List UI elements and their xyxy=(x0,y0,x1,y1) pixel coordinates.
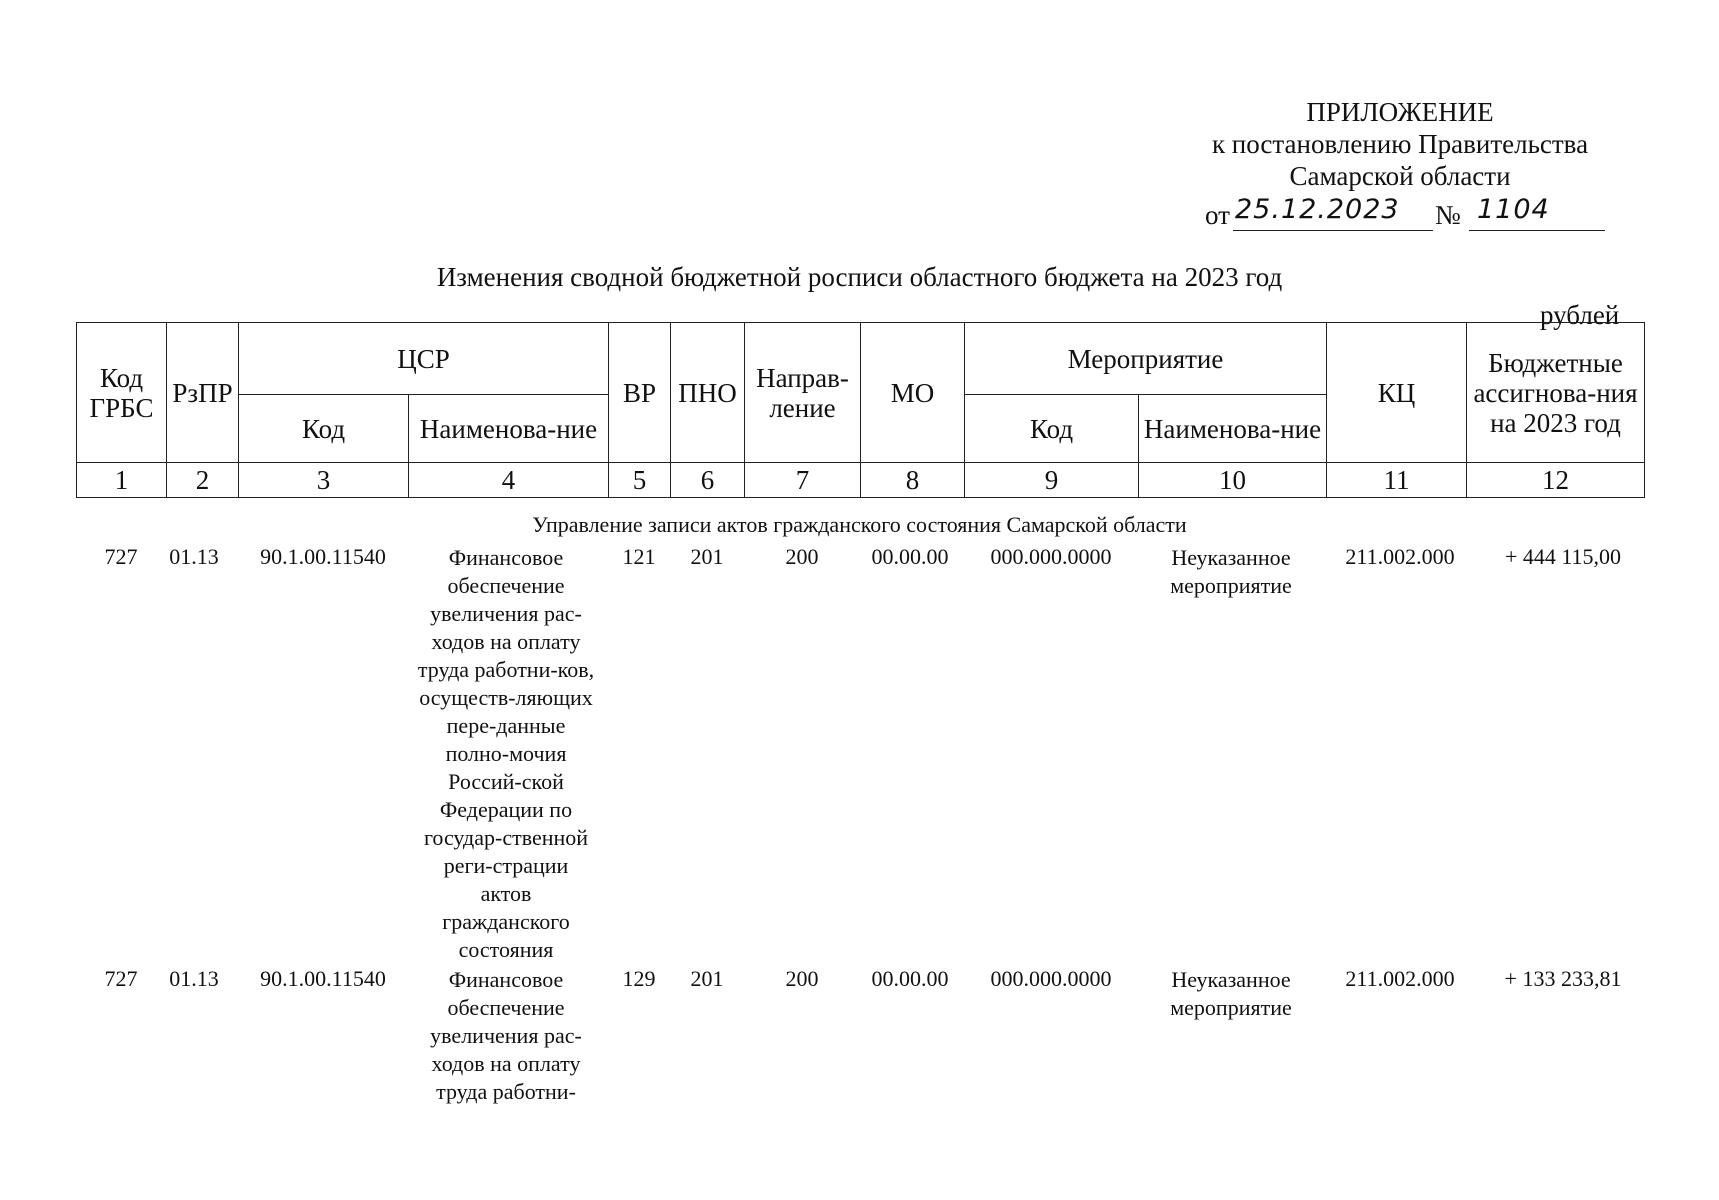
cell-csr-code: 90.1.00.11540 xyxy=(260,966,386,991)
cell-csr-code: 90.1.00.11540 xyxy=(260,544,386,569)
cell-rzpr: 01.13 xyxy=(169,966,219,991)
date-underline xyxy=(1233,230,1433,231)
col-number: 7 xyxy=(745,463,861,498)
col-number: 3 xyxy=(239,463,409,498)
date-prefix: от xyxy=(1205,200,1230,230)
cell-amount: + 444 115,00 xyxy=(1504,544,1622,569)
cell-kc: 211.002.000 xyxy=(1345,966,1455,991)
approval-block xyxy=(1180,96,1620,192)
cell-mer-name: Неуказанное мероприятие xyxy=(1170,967,1292,1020)
number-value: 1104 xyxy=(1477,194,1550,225)
table-header xyxy=(76,322,1645,498)
cell-csr-name: Финансовое обеспечение увеличения рас-ходов на оплату труда работни-ков, осуществ-ляющих пере-данные полно-мочия Россий-ской Федерации по государ-ственной реги-страции актов гражданского состояния xyxy=(417,545,595,962)
col-number: 6 xyxy=(671,463,745,498)
header-napravlenie: Направ-ление xyxy=(745,323,861,463)
approval-line-resolution: к постановлению Правительства xyxy=(1211,129,1589,159)
header-kod-grbs: Код ГРБС xyxy=(77,323,167,463)
col-number: 9 xyxy=(965,463,1139,498)
header-mo: МО xyxy=(861,323,965,463)
col-number: 8 xyxy=(861,463,965,498)
number-underline xyxy=(1469,230,1605,231)
cell-grbs: 727 xyxy=(104,544,138,569)
header-kc: КЦ xyxy=(1327,323,1467,463)
section-title: Управление записи актов гражданского состояния Самарской области xyxy=(532,512,1187,537)
cell-napr: 200 xyxy=(785,966,819,991)
cell-rzpr: 01.13 xyxy=(169,544,219,569)
col-number: 1 xyxy=(77,463,167,498)
cell-grbs: 727 xyxy=(104,966,138,991)
header-budget: Бюджетные ассигнова-ния на 2023 год xyxy=(1467,323,1645,463)
approval-date-line xyxy=(1205,194,1625,234)
col-number: 4 xyxy=(409,463,609,498)
header-mer-name: Наименова-ние xyxy=(1139,395,1327,463)
header-pno: ПНО xyxy=(671,323,745,463)
header-csr: ЦСР xyxy=(239,323,609,395)
col-number: 5 xyxy=(609,463,671,498)
cell-mer-code: 000.000.0000 xyxy=(990,544,1112,569)
cell-amount: + 133 233,81 xyxy=(1504,966,1622,991)
header-mer-code: Код xyxy=(965,395,1139,463)
header-rzpr: РзПР xyxy=(167,323,239,463)
cell-vr: 129 xyxy=(622,966,656,991)
units-label: рублей xyxy=(1540,300,1620,330)
cell-vr: 121 xyxy=(622,544,656,569)
col-number: 2 xyxy=(167,463,239,498)
cell-napr: 200 xyxy=(785,544,819,569)
approval-line-region: Самарской области xyxy=(1289,161,1511,191)
cell-pno: 201 xyxy=(690,544,724,569)
cell-kc: 211.002.000 xyxy=(1345,544,1455,569)
cell-mo: 00.00.00 xyxy=(871,966,949,991)
cell-mo: 00.00.00 xyxy=(871,544,949,569)
date-value: 25.12.2023 xyxy=(1235,194,1400,225)
cell-pno: 201 xyxy=(690,966,724,991)
number-prefix: № xyxy=(1435,200,1461,230)
col-number: 12 xyxy=(1467,463,1645,498)
header-csr-code: Код xyxy=(239,395,409,463)
cell-mer-code: 000.000.0000 xyxy=(990,966,1112,991)
document-title: Изменения сводной бюджетной росписи областного бюджета на 2023 год xyxy=(436,262,1283,292)
cell-mer-name: Неуказанное мероприятие xyxy=(1170,545,1292,598)
col-number: 11 xyxy=(1327,463,1467,498)
cell-csr-name: Финансовое обеспечение увеличения рас-ходов на оплату труда работни- xyxy=(430,967,582,1104)
col-number: 10 xyxy=(1139,463,1327,498)
approval-title: ПРИЛОЖЕНИЕ xyxy=(1306,97,1494,127)
header-csr-name: Наименова-ние xyxy=(409,395,609,463)
header-meropriyatie: Мероприятие xyxy=(965,323,1327,395)
header-vr: ВР xyxy=(609,323,671,463)
